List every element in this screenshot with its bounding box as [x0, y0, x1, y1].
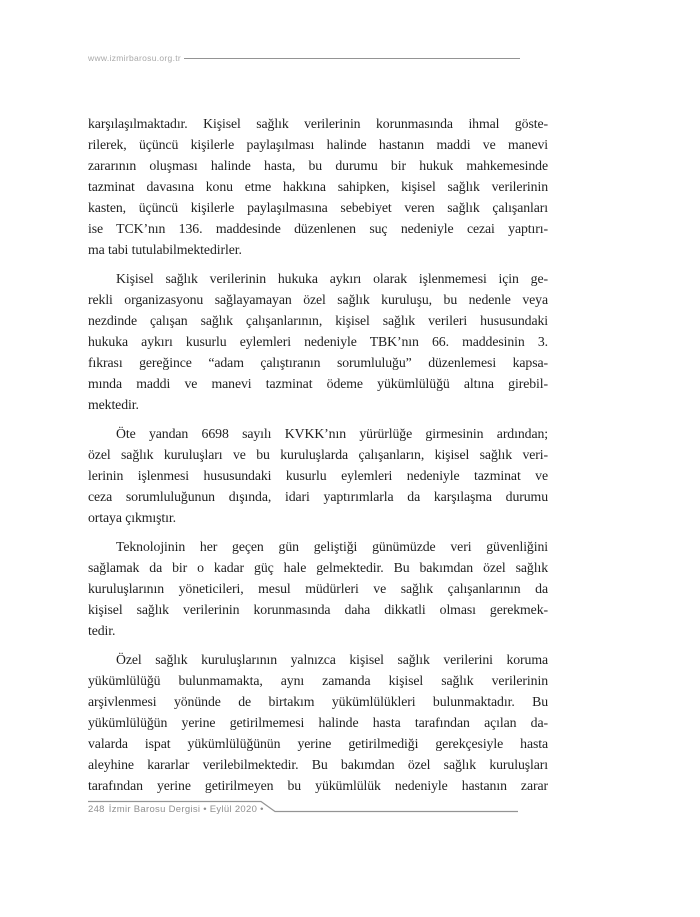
text-line: ma tabi tutulabilmektedirler. [88, 242, 242, 257]
paragraph [88, 423, 548, 528]
text-line: rekli organizasyonu sağlayamayan özel sağlık kuruluşu, bu nedenle veya [88, 292, 548, 307]
text-line: yükümlülüğün yerine getirilmemesi halinde hasta tarafından açılan da- [88, 715, 548, 730]
text-line: kasten, üçüncü kişilerle paylaşılmasına sebebiyet veren sağlık çalışanları [88, 200, 548, 215]
text-line: Özel sağlık kuruluşlarının yalnızca kişisel sağlık verilerini koruma [116, 652, 548, 667]
paragraph [88, 649, 548, 796]
text-line: zararının oluşması halinde hasta, bu durumu bir hukuk mahkemesinde [88, 158, 548, 173]
text-line: tedir. [88, 623, 116, 638]
text-line: hukuka aykırı kusurlu eylemleri nedeniyle TBK’nın 66. maddesinin 3. [88, 334, 548, 349]
paragraph [88, 268, 548, 415]
text-line: Kişisel sağlık verilerinin hukuka aykırı olarak işlenmemesi için ge- [116, 271, 548, 286]
text-line: kuruluşlarının yöneticileri, mesul müdürleri ve sağlık çalışanlarının da [88, 581, 548, 596]
text-line: mında maddi ve manevi tazminat ödeme yükümlülüğü altına girebil- [88, 376, 548, 391]
body-text [88, 113, 548, 796]
text-line: kişisel sağlık verilerinin korunmasında daha dikkatli olması gerekmek- [88, 602, 548, 617]
text-line: ortaya çıkmıştır. [88, 510, 176, 525]
website-url: www.izmirbarosu.org.tr [88, 53, 182, 63]
paragraph [88, 536, 548, 641]
text-line: karşılaşılmaktadır. Kişisel sağlık verilerinin korunmasında ihmal göste- [88, 116, 548, 131]
text-line: Teknolojinin her geçen gün geliştiği günümüzde veri güvenliğini [116, 539, 548, 554]
text-line: valarda ispat yükümlülüğünün yerine getirilmediği gerekçesiyle hasta [88, 736, 548, 751]
paragraph [88, 113, 548, 260]
text-line: aleyhine kararlar verilebilmektedir. Bu bakımdan özel sağlık kuruluşları [88, 757, 548, 772]
text-line: rilerek, üçüncü kişilerle paylaşılması halinde hastanın maddi ve manevi [88, 137, 548, 152]
text-line: ise TCK’nın 136. maddesinde düzenlenen suç nedeniyle cezai yaptırı- [88, 221, 548, 236]
text-line: tazminat davasına konu etme hakkına sahipken, kişisel sağlık verilerinin [88, 179, 548, 194]
text-line: fıkrası gereğince “adam çalıştıranın sorumluluğu” düzenlemesi kapsa- [88, 355, 548, 370]
text-line: mektedir. [88, 397, 139, 412]
page-number: 248 [88, 804, 105, 815]
text-line: arşivlenmesi yönünde de birtakım yükümlülükleri bulunmaktadır. Bu [88, 694, 548, 709]
text-line: özel sağlık kuruluşları ve bu kuruluşlarda çalışanların, kişisel sağlık veri- [88, 447, 548, 462]
journal-info: İzmir Barosu Dergisi • Eylül 2020 • [108, 804, 264, 815]
page-header [88, 53, 520, 63]
page-footer [88, 804, 264, 815]
text-line: nezdinde çalışan sağlık çalışanlarının, kişisel sağlık verileri hususundaki [88, 313, 548, 328]
text-line: Öte yandan 6698 sayılı KVKK’nın yürürlüğe girmesinin ardından; [116, 426, 548, 441]
text-line: sağlamak da bir o kadar güç hale gelmektedir. Bu bakımdan özel sağlık [88, 560, 548, 575]
text-line: lerinin işlenmesi hususundaki kusurlu eylemleri nedeniyle tazminat ve [88, 468, 548, 483]
header-rule [184, 58, 520, 59]
text-line: tarafından yerine getirilmeyen bu yükümlülük nedeniyle hastanın zarar [88, 778, 548, 793]
text-line: ceza sorumluluğunun dışında, idari yaptırımlarla da karşılaşma durumu [88, 489, 548, 504]
text-line: yükümlülüğü bulunmamakta, aynı zamanda kişisel sağlık verilerinin [88, 673, 548, 688]
